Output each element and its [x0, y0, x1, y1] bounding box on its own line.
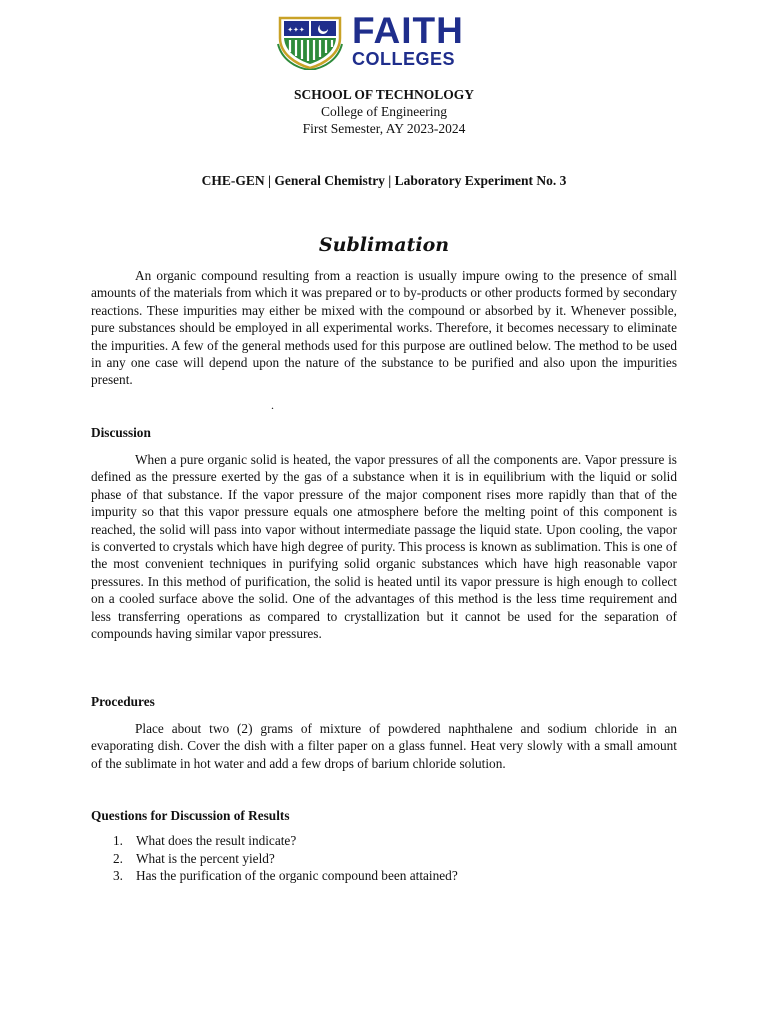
document-header	[0, 86, 768, 137]
question-item	[91, 867, 677, 885]
question-item	[91, 832, 677, 850]
question-item	[91, 850, 677, 868]
shield-crest-icon	[276, 14, 344, 70]
question-text: Has the purification of the organic compound been attained?	[136, 868, 458, 883]
stray-dot: .	[271, 398, 274, 412]
questions-list	[91, 832, 677, 885]
procedures-paragraph: Place about two (2) grams of mixture of powdered naphthalene and sodium chloride in an evaporating dish. Cover the dish with a filter paper on a glass funnel. Heat very slowly with a small amount of the sublimate in hot water and add a few drops of barium chloride solution.	[91, 721, 677, 771]
questions-heading: Questions for Discussion of Results	[91, 808, 290, 823]
procedures-heading: Procedures	[91, 694, 155, 709]
course-line: CHE-GEN | General Chemistry | Laboratory Experiment No. 3	[201, 173, 567, 188]
logo-wordmark	[352, 12, 464, 68]
intro-paragraph: An organic compound resulting from a reaction is usually impure owing to the presence of small amounts of the materials from which it was prepared or to by-products or other products formed by secondary reactions. These impurities may either be mixed with the compound or absorbed by it. Whenever possible, pure substances should be employed in all experimental works. Therefore, it becomes necessary to eliminate the impurities. A few of the general methods used for this purpose are outlined below. The method to be used in any one case will depend upon the nature of the substance to be purified and also upon the impurities present.	[91, 268, 677, 388]
logo-colleges: COLLEGES	[352, 49, 456, 69]
faith-colleges-logo	[276, 12, 496, 72]
question-number: 1.	[113, 833, 123, 848]
discussion-paragraph: When a pure organic solid is heated, the vapor pressures of all the components are. Vapor pressure is defined as the pressure exerted by the gas of a substance when it is in equilibrium with the liquid or solid phase of that substance. If the vapor pressure of the major component rises more rapidly than that of the impurity so that this vapor pressure equals one atmosphere before the melting point of this component is reached, the solid will pass into vapor without intermediate passage the liquid state. Upon cooling, the vapor is converted to crystals which have high degree of purity. This process is known as sublimation. This is one of the most convenient techniques in purifying solid organic substances which have high reasonable vapor pressures. In this method of purification, the solid is heated until its vapor pressure is high enough to collect on a cooled surface above the solid. One of the advantages of this method is the less time requirement and less transferring operations as compared to crystallization but it cannot be used for the separation of compounds having similar vapor pressures.	[91, 452, 677, 642]
logo-faith: FAITH	[352, 10, 464, 51]
question-text: What does the result indicate?	[136, 833, 297, 848]
discussion-heading: Discussion	[91, 425, 151, 440]
question-text: What is the percent yield?	[136, 850, 275, 866]
question-number: 2.	[113, 850, 123, 866]
college-name: College of Engineering	[321, 104, 447, 119]
semester: First Semester, AY 2023-2024	[302, 121, 466, 136]
experiment-title: Sublimation	[318, 234, 450, 256]
svg-text:✦✦✦: ✦✦✦	[287, 26, 305, 34]
question-number: 3.	[113, 868, 123, 883]
school-name: SCHOOL OF TECHNOLOGY	[293, 87, 475, 102]
